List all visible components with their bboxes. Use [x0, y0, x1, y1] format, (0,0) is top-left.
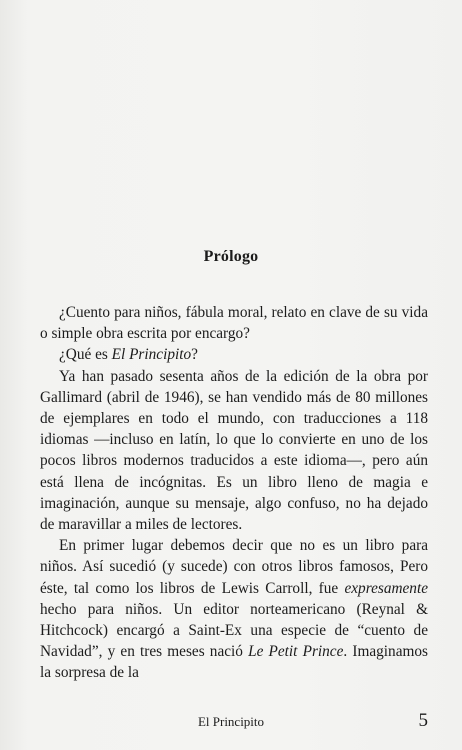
- paragraph: [40, 366, 428, 536]
- page-footer: [0, 712, 462, 736]
- text-run: . Imaginamos la sorpresa de la: [40, 643, 428, 682]
- text-run: hecho para niños. Un editor norteamericano (Reynal & Hitchcock) encargó a Saint-Ex una especie de “cuento de Navidad”, y en tres meses nació: [40, 600, 428, 661]
- body-text: [40, 302, 428, 684]
- running-footer-title: El Principito: [197, 714, 265, 729]
- text-run: ?: [191, 346, 198, 364]
- paragraph: [40, 535, 428, 683]
- italic-text: El Principito: [111, 346, 192, 364]
- paragraph: [40, 344, 428, 365]
- italic-text: Le Petit Prince: [248, 643, 344, 661]
- page-number: 5: [418, 710, 428, 731]
- italic-text: expresamente: [344, 579, 428, 597]
- text-run: Ya han pasado sesenta años de la edición de la obra por Gallimard (abril de 1946), se han vendido más de 80 millones de ejemplares en todo el mundo, con traducciones a 118 idiomas —incluso en latín, lo que lo convierte en uno de los pocos libros modernos traducidos a este idioma—, pero aún está llena de incógnitas. Es un libro lleno de magia e imaginación, aunque su mensaje, algo confuso, no ha dejado de maravillar a miles de lectores.: [40, 367, 428, 534]
- paragraph: [40, 302, 428, 344]
- text-run: En primer lugar debemos decir que no es un libro para niños. Así sucedió (y sucede) con otros libros famosos, Pero éste, tal como los libros de Lewis Carroll, fue: [40, 537, 428, 597]
- text-run: ¿Cuento para niños, fábula moral, relato en clave de su vida o simple obra escrita por encargo?: [40, 304, 428, 343]
- text-run: ¿Qué es: [59, 346, 112, 364]
- chapter-heading: Prólogo: [203, 248, 259, 265]
